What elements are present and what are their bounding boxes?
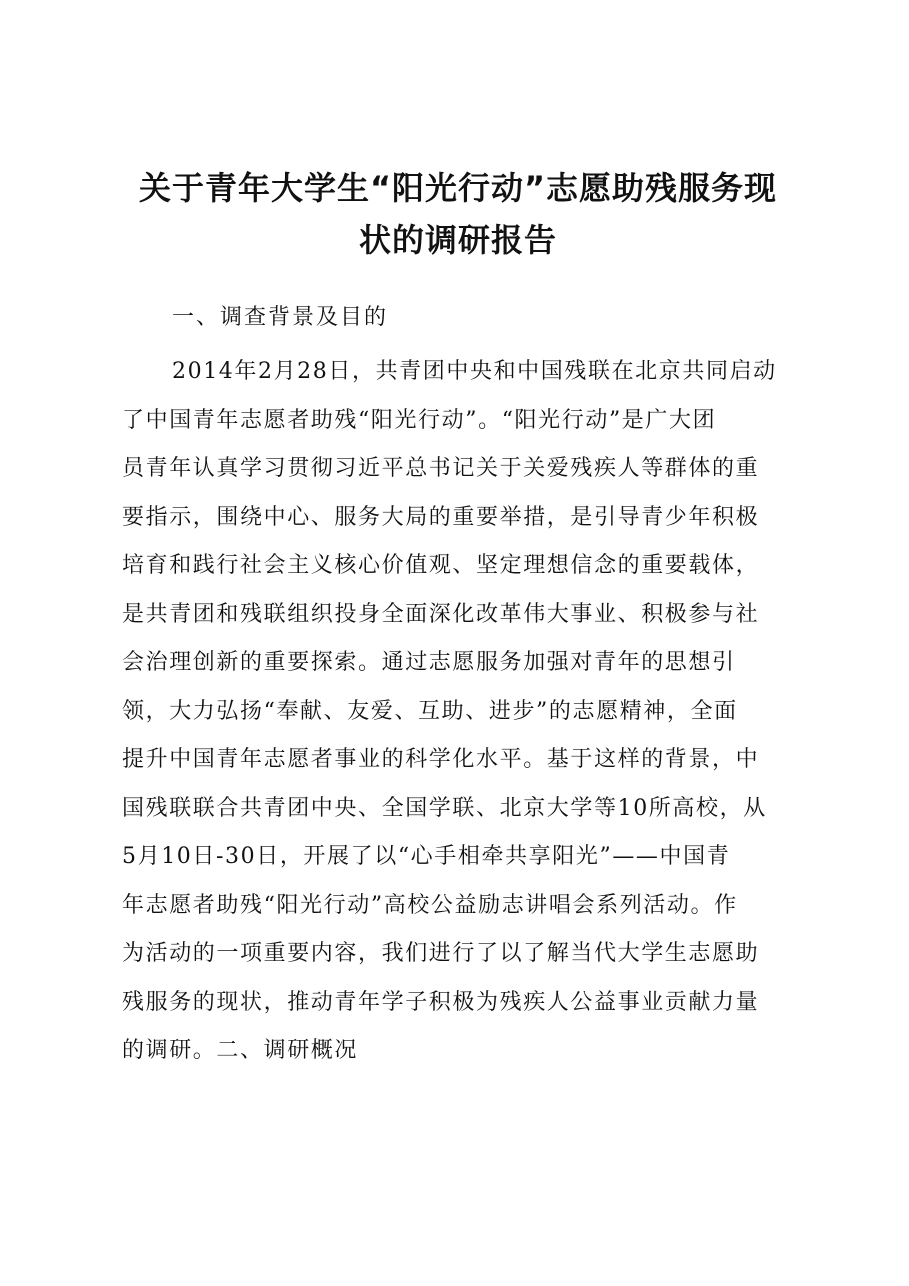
paragraph-line: 残服务的现状，推动青年学子积极为残疾人公益事业贡献力量 [122,989,760,1015]
paragraph-line: 是共青团和残联组织投身全面深化改革伟大事业、积极参与社 [122,601,760,627]
paragraph-line: 了中国青年志愿者助残“阳光行动”。“阳光行动”是广大团 [122,407,717,433]
paragraph-line: 员青年认真学习贯彻习近平总书记关于关爱残疾人等群体的重 [122,456,760,481]
paragraph-line: 年志愿者助残“阳光行动”高校公益励志讲唱会系列活动。作 [122,892,738,918]
document-title [118,162,798,266]
paragraph-line: 会治理创新的重要探索。通过志愿服务加强对青年的思想引 [122,650,736,675]
paragraph-line: 领，大力弘扬“奉献、友爱、互助、进步”的志愿精神，全面 [122,698,738,724]
paragraph-line: 5月10日-30日，开展了以“心手相牵共享阳光”——中国青 [122,844,731,869]
title-line-2: 状的调研报告 [358,221,557,259]
paragraph-line: 提升中国青年志愿者事业的科学化水平。基于这样的背景，中 [122,747,760,772]
paragraph-line: 2014年2月28日，共青团中央和中国残联在北京共同启动 [172,359,777,384]
paragraph-line: 为活动的一项重要内容，我们进行了以了解当代大学生志愿助 [122,941,760,966]
paragraph-line: 国残联联合共青团中央、全国学联、北京大学等10所高校，从 [122,795,767,821]
title-line-1: 关于青年大学生“阳光行动”志愿助残服务现 [138,169,778,207]
section-heading: 一、调查背景及目的 [172,305,389,330]
paragraph-line: 的调研。二、调研概况 [122,1038,359,1063]
paragraph-line: 要指示，围绕中心、服务大局的重要举措，是引导青少年积极 [122,504,760,530]
paragraph-line: 培育和践行社会主义核心价值观、坚定理想信念的重要载体， [122,553,760,578]
body-paragraph [122,348,802,1076]
